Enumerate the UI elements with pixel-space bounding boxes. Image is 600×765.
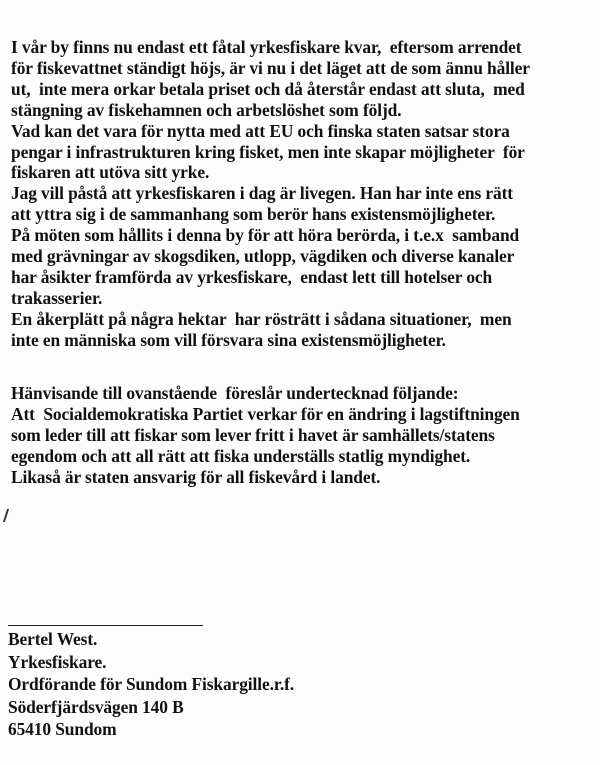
body-line: trakasserier. (11, 287, 103, 308)
proposal-line: Hänvisande till ovanstående föreslår undertecknad följande: (11, 383, 459, 403)
proposal-line: egendom och att all rätt att fiska underställs statlig myndighet. (11, 445, 471, 466)
proposal-line: Likaså är staten ansvarig för all fiskevård i landet. (11, 466, 381, 487)
body-line: att yttra sig i de sammanhang som berör hans existensmöjligheter. (11, 204, 496, 225)
signer-street-address: Söderfjärdsvägen 140 B (8, 696, 184, 717)
signer-postal-address: 65410 Sundom (8, 719, 117, 739)
signer-occupation: Yrkesfiskare. (8, 651, 107, 672)
signer-name: Bertel West. (8, 629, 98, 649)
signature-block (8, 628, 593, 741)
body-line: pengar i infrastrukturen kring fisket, men inte skapar möjligheter för (11, 141, 525, 162)
body-line: med grävningar av skogsdiken, utlopp, vägdiken och diverse kanaler (11, 246, 515, 267)
signature-line (8, 625, 203, 626)
body-line: I vår by finns nu endast ett fåtal yrkesfiskare kvar, eftersom arrendet (11, 37, 522, 57)
stray-pen-mark (3, 509, 12, 522)
body-line: har åsikter framförda av yrkesfiskare, endast lett till hotelser och (11, 266, 493, 287)
body-line: fiskaren att utöva sitt yrke. (11, 162, 210, 183)
body-line: En åkerplätt på några hektar har rösträtt i sådana situationer, men (11, 308, 512, 329)
body-line: ut, inte mera orkar betala priset och då återstår endast att sluta, med (11, 78, 525, 99)
body-line: Vad kan det vara för nytta med att EU och finska staten satsar stora (11, 120, 510, 141)
body-line: Jag vill påstå att yrkesfiskaren i dag är livegen. Han har inte ens rätt (11, 183, 513, 204)
body-line: för fiskevattnet ständigt höjs, är vi nu i det läget att de som ännu håller (11, 57, 530, 78)
body-line: stängning av fiskehamnen och arbetslöshet som följd. (11, 99, 402, 120)
body-line: På möten som hållits i denna by för att höra berörda, i t.e.x samband (11, 225, 520, 246)
proposal-line: Att Socialdemokratiska Partiet verkar för en ändring i lagstiftningen (11, 403, 520, 424)
letter-body (11, 37, 596, 351)
body-line: inte en människa som vill försvara sina existensmöjligheter. (11, 329, 446, 350)
proposal-line: som leder till att fiskar som lever fritt i havet är samhällets/statens (11, 424, 495, 445)
proposal-section (11, 383, 596, 488)
signer-role: Ordförande för Sundom Fiskargille.r.f. (8, 674, 295, 694)
